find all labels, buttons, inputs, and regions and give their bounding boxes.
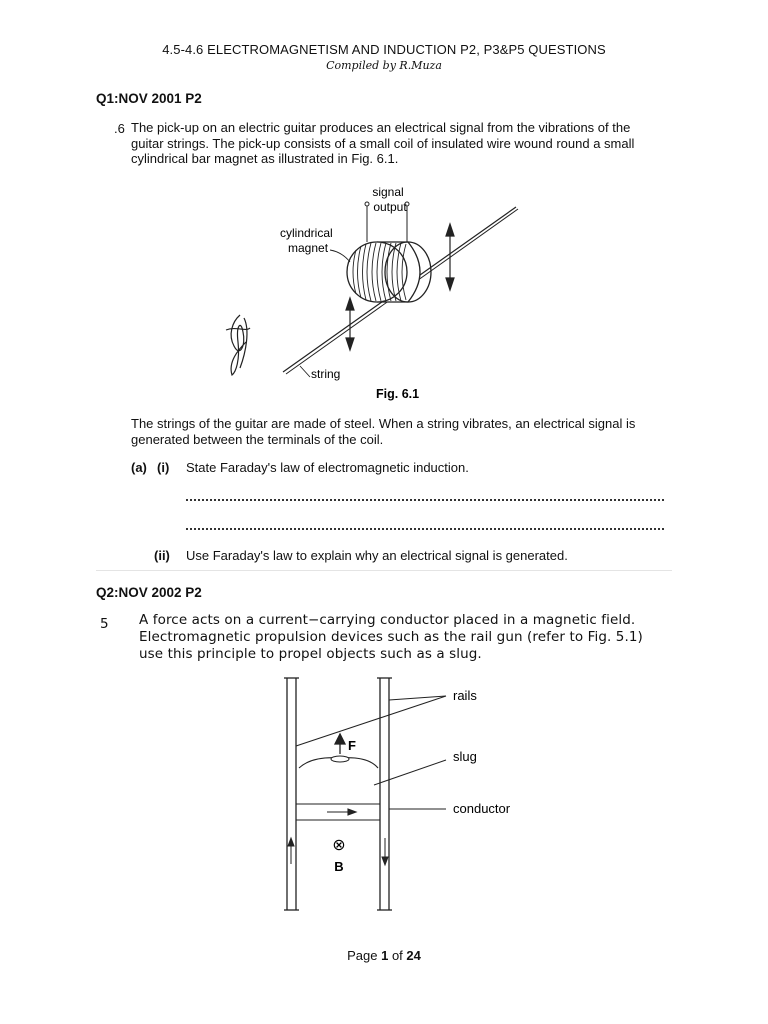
rails-label: rails [453, 688, 477, 703]
magnet-label-2: magnet [288, 241, 329, 255]
q1-intro-line-3: cylindrical bar magnet as illustrated in Fig. 6.1. [131, 151, 399, 166]
magnetic-field-into-page-icon: ⊗ [332, 837, 346, 854]
q1-paragraph-line-2: generated between the terminals of the coil. [131, 431, 384, 447]
q2-number: 5 [100, 616, 109, 632]
slug-pointer [374, 760, 446, 785]
q1-intro-line-1: The pick-up on an electric guitar produces an electrical signal from the vibrations of the [131, 120, 631, 135]
q2-intro-line-1: A force acts on a current−carrying conductor placed in a magnetic field. [139, 612, 636, 628]
q1-paragraph [131, 416, 671, 447]
compiled-by: Compiled by R.Muza [326, 59, 442, 72]
conductor-bar [296, 804, 380, 820]
q1-paragraph-line-1: The strings of the guitar are made of steel. When a string vibrates, an electrical signal is [131, 416, 636, 431]
vibration-arrow-lower [346, 298, 354, 350]
signature-scribble [226, 315, 250, 375]
slug-label: slug [453, 749, 477, 764]
current-arrow-right [382, 838, 388, 865]
force-arrow [335, 734, 345, 754]
part-ii-question: Use Faraday's law to explain why an electrical signal is generated. [186, 548, 568, 563]
signal-output-label-2: output [373, 200, 407, 214]
right-rail [377, 678, 392, 910]
page-current: 1 [381, 948, 389, 963]
current-arrow-left [288, 838, 294, 864]
magnet-label-1: cylindrical [280, 226, 333, 240]
q1-heading: Q1:NOV 2001 P2 [96, 91, 202, 106]
q1-number: .6 [114, 121, 125, 136]
conductor-label: conductor [453, 801, 511, 816]
string-pointer [300, 366, 310, 377]
page-mid: of [388, 948, 407, 963]
q2-intro [139, 612, 679, 663]
q2-intro-line-2: Electromagnetic propulsion devices such as the rail gun (refer to Fig. 5.1) [139, 629, 643, 645]
rails-pointer-right [389, 696, 446, 700]
part-i-label: (i) [157, 460, 170, 475]
part-ii-label: (ii) [154, 548, 170, 563]
figure-5-1-rail-gun [0, 660, 768, 920]
section-divider [96, 570, 672, 571]
coil-magnet [347, 242, 431, 302]
q1-intro-line-2: guitar strings. The pick-up consists of a small coil of insulated wire wound round a small [131, 135, 635, 151]
slug-top [331, 756, 349, 762]
rails-pointer-left [296, 696, 446, 746]
page-footer [0, 948, 768, 963]
answer-line-1[interactable] [186, 497, 664, 501]
vibration-arrow-right [446, 224, 454, 290]
signal-output-label-1: signal [372, 185, 404, 199]
part-i-question: State Faraday's law of electromagnetic induction. [186, 460, 469, 475]
field-label: B [334, 859, 344, 874]
fig-6-1-caption: Fig. 6.1 [376, 387, 420, 401]
page-prefix: Page [347, 948, 382, 963]
document-title: 4.5-4.6 ELECTROMAGNETISM AND INDUCTION P2, P3&P5 QUESTIONS [162, 42, 606, 57]
q2-intro-line-3: use this principle to propel objects such as a slug. [139, 646, 482, 662]
magnet-pointer [330, 250, 350, 262]
string-label: string [311, 367, 341, 381]
left-rail [284, 678, 299, 910]
q2-heading: Q2:NOV 2002 P2 [96, 585, 202, 600]
force-label: F [348, 738, 356, 753]
part-a-label: (a) [131, 460, 147, 475]
figure-6-1-guitar-pickup [0, 0, 768, 410]
page-total: 24 [406, 948, 421, 963]
answer-line-2[interactable] [186, 526, 664, 530]
